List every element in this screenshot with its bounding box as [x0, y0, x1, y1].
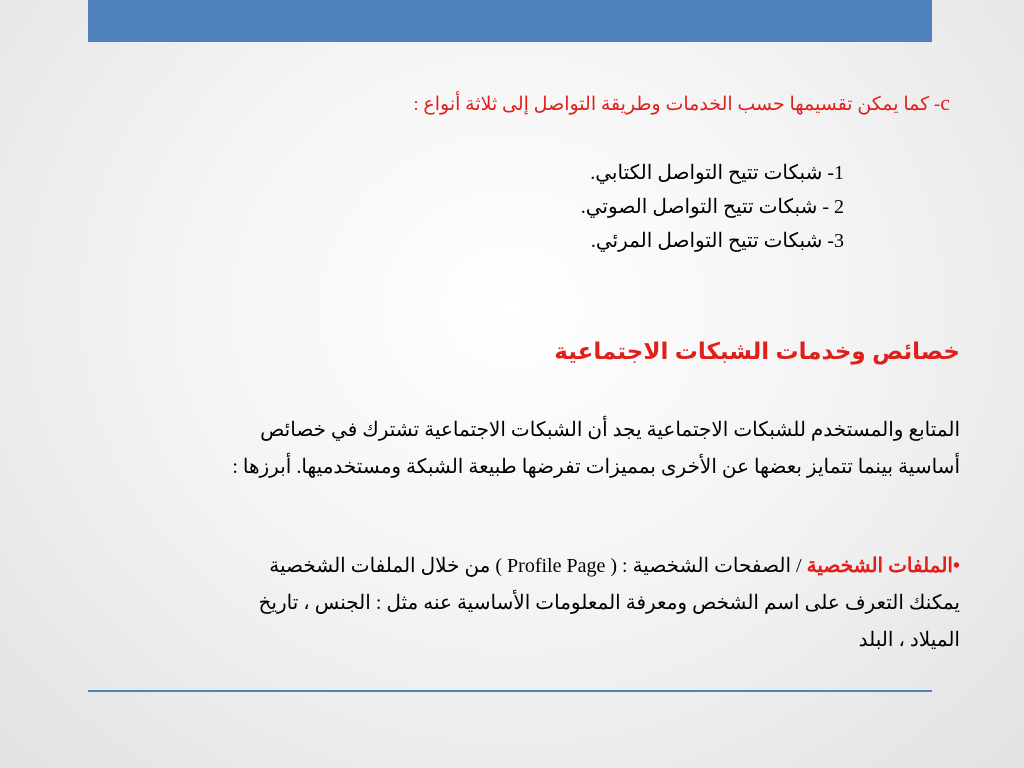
list-item: 3- شبكات تتيح التواصل المرئي.	[590, 230, 844, 252]
bullet-highlight: الملفات الشخصية	[806, 555, 953, 577]
bullet-symbol: •	[952, 555, 960, 577]
bullet-term: Profile Page	[507, 555, 606, 577]
section-title: خصائص وخدمات الشبكات الاجتماعية	[554, 338, 960, 364]
intro-line	[250, 88, 950, 120]
intro-marker: c	[940, 90, 950, 115]
list-item: 1- شبكات تتيح التواصل الكتابي.	[590, 162, 844, 184]
bullet-after-term: ) من خلال الملفات الشخصية يمكنك التعرف على اسم الشخص ومعرفة المعلومات الأساسية عنه مثل : الجنس ، تاريخ الميلاد ، البلد	[258, 555, 960, 651]
bullet-before-term: / الصفحات الشخصية : (	[605, 555, 807, 577]
header-bar	[88, 0, 932, 42]
intro-text: - كما يمكن تقسيمها حسب الخدمات وطريقة التواصل إلى ثلاثة أنواع :	[413, 94, 941, 115]
profile-bullet	[220, 548, 960, 659]
network-types-list	[344, 156, 844, 258]
section-paragraph: المتابع والمستخدم للشبكات الاجتماعية يجد أن الشبكات الاجتماعية تشترك في خصائص أساسية بينما تتمايز بعضها عن الأخرى بمميزات تفرضها طبيعة الشبكة ومستخدميها. أبرزها :	[232, 419, 960, 478]
footer-rule	[88, 690, 932, 692]
list-item: 2 - شبكات تتيح التواصل الصوتي.	[580, 196, 844, 218]
